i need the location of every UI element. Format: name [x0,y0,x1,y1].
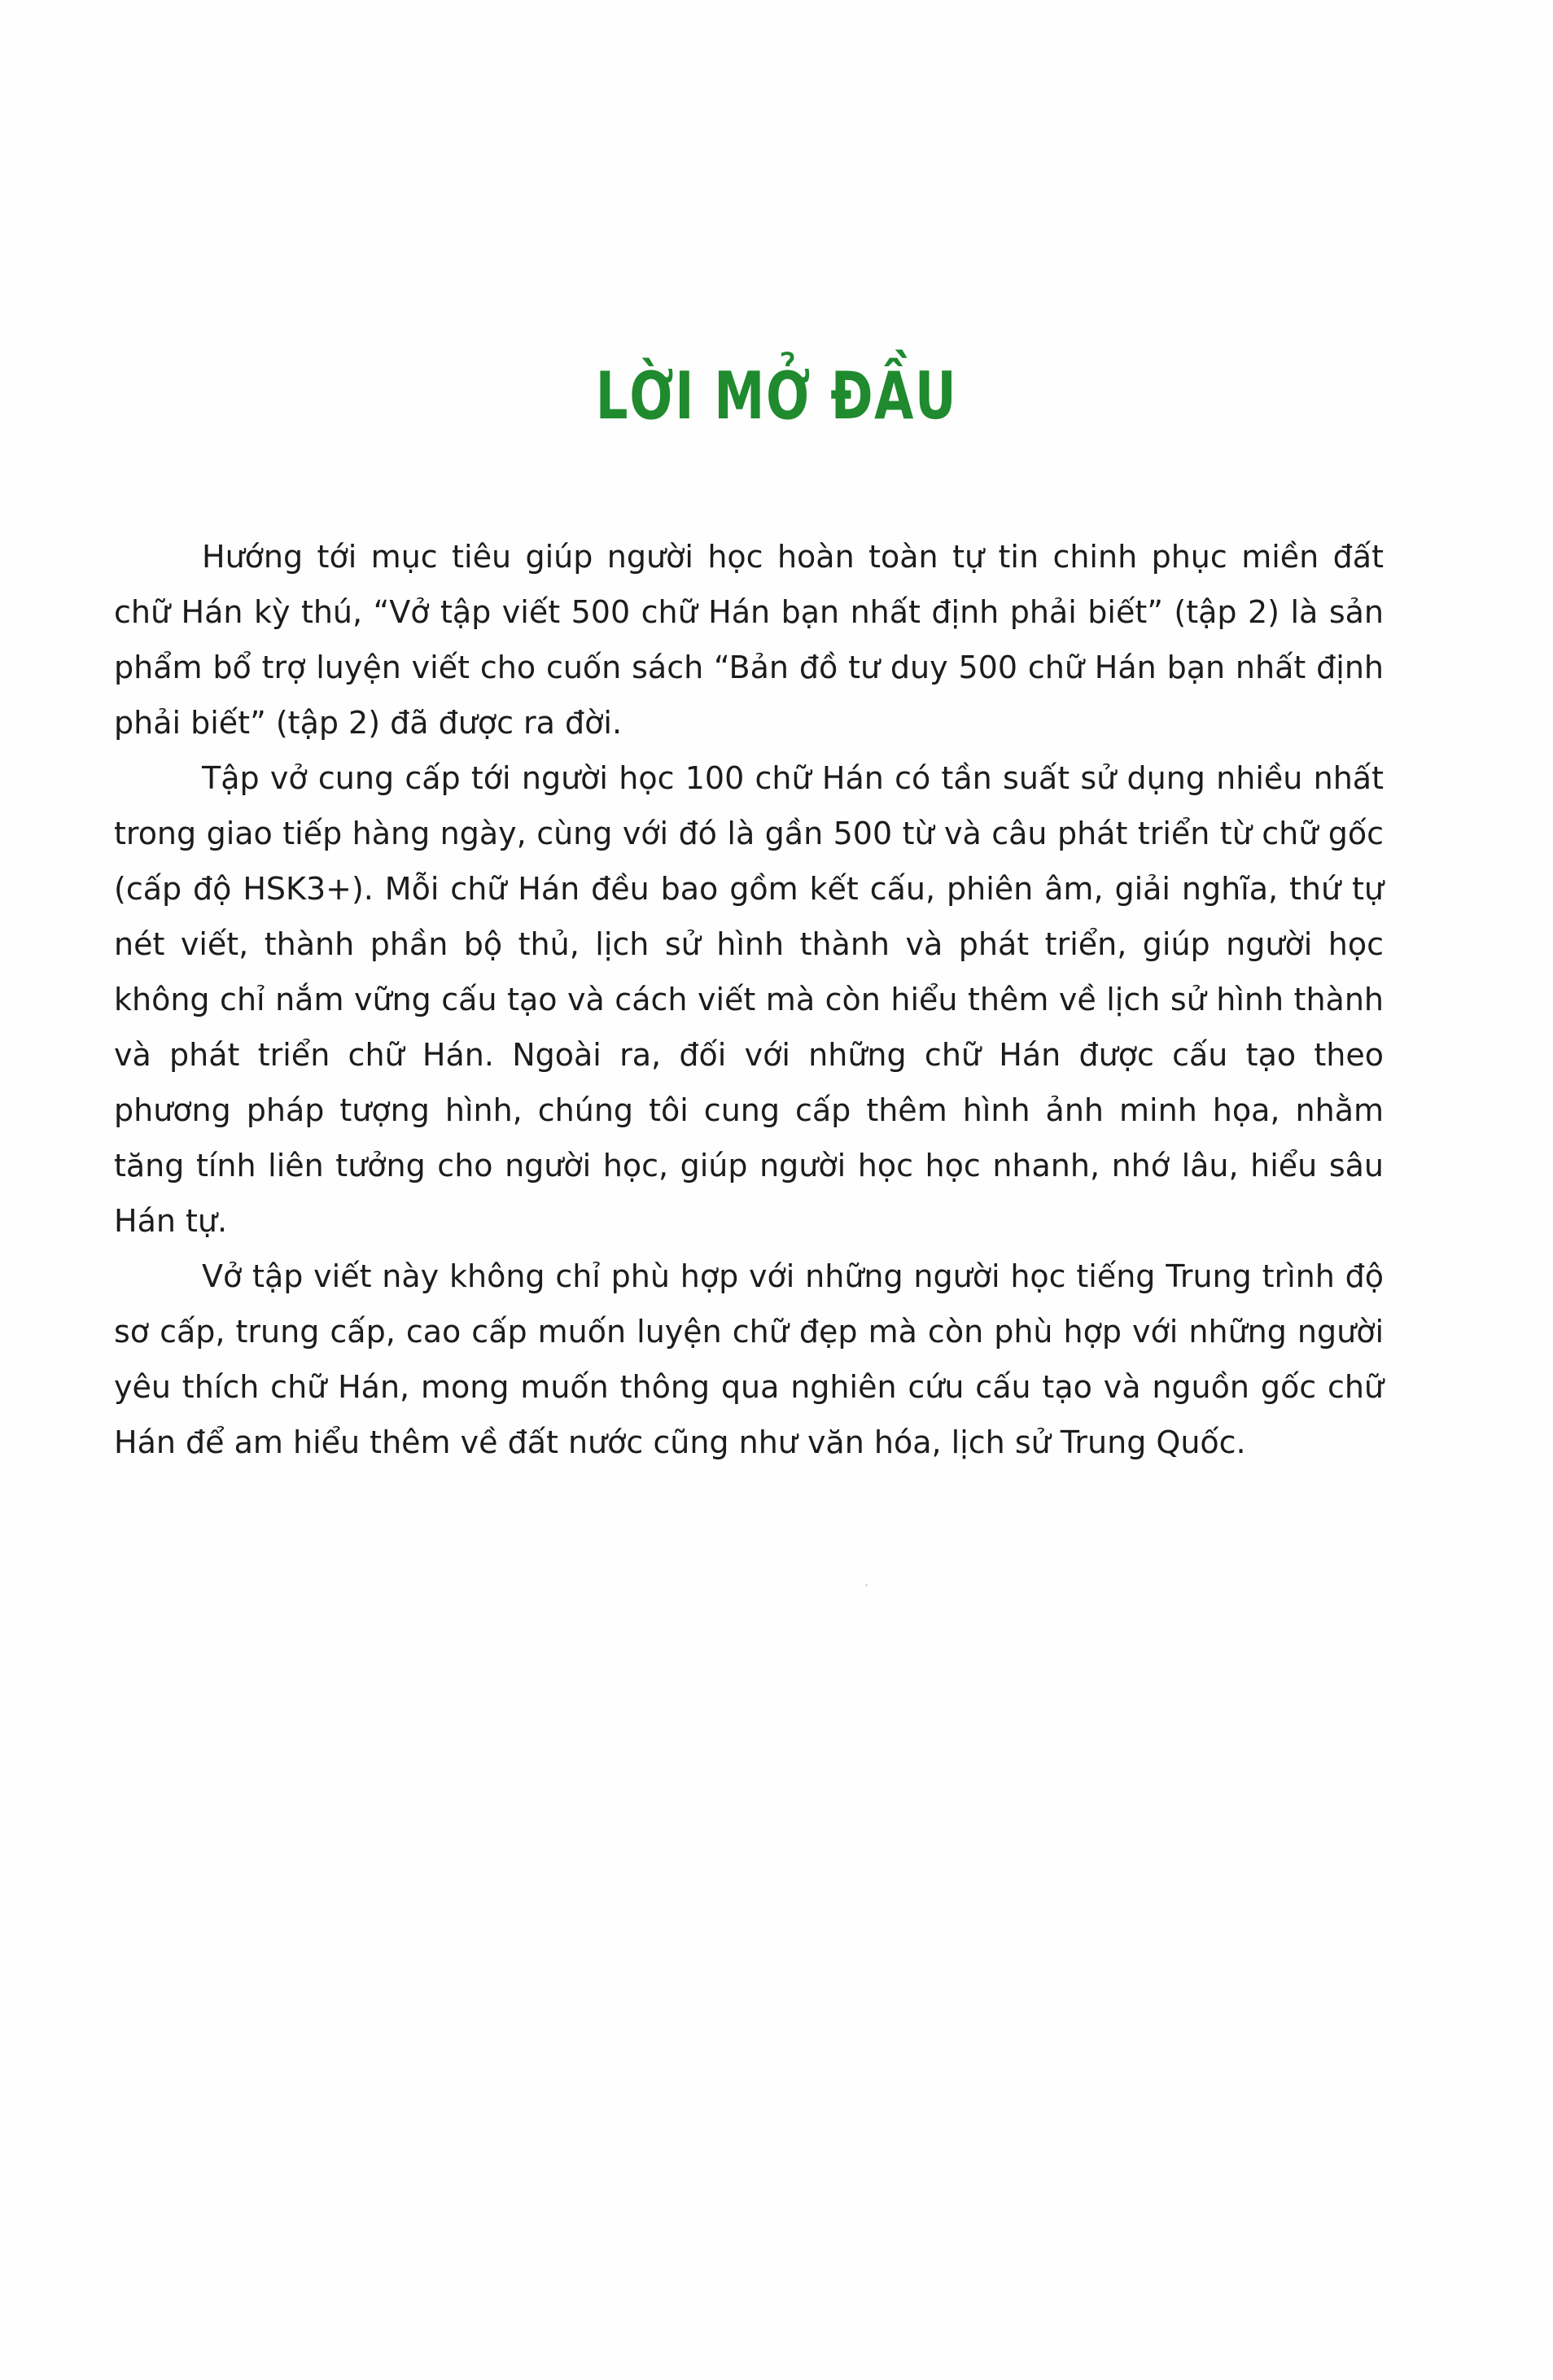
paragraph-2: Tập vở cung cấp tới người học 100 chữ Hán có tần suất sử dụng nhiều nhất trong giao tiếp hàng ngày, cùng với đó là gần 500 từ và câu phát triển từ chữ gốc (cấp độ HSK3+). Mỗi chữ Hán đều bao gồm kết cấu, phiên âm, giải nghĩa, thứ tự nét viết, thành phần bộ thủ, lịch sử hình thành và phát triển, giúp người học không chỉ nắm vững cấu tạo và cách viết mà còn hiểu thêm về lịch sử hình thành và phát triển chữ Hán. Ngoài ra, đối với những chữ Hán được cấu tạo theo phương pháp tượng hình, chúng tôi cung cấp thêm hình ảnh minh họa, nhằm tăng tính liên tưởng cho người học, giúp người học học nhanh, nhớ lâu, hiểu sâu Hán tự. [114,760,1384,1239]
preface-body [114,529,1384,1470]
paragraph-3: Vở tập viết này không chỉ phù hợp với những người học tiếng Trung trình độ sơ cấp, trung cấp, cao cấp muốn luyện chữ đẹp mà còn phù hợp với những người yêu thích chữ Hán, mong muốn thông qua nghiên cứu cấu tạo và nguồn gốc chữ Hán để am hiểu thêm về đất nước cũng như văn hóa, lịch sử Trung Quốc. [114,1258,1384,1460]
print-speck [865,1584,868,1586]
paragraph-1: Hướng tới mục tiêu giúp người học hoàn toàn tự tin chinh phục miền đất chữ Hán kỳ thú, “Vở tập viết 500 chữ Hán bạn nhất định phải biết” (tập 2) là sản phẩm bổ trợ luyện viết cho cuốn sách “Bản đồ tư duy 500 chữ Hán bạn nhất định phải biết” (tập 2) đã được ra đời. [114,539,1384,741]
page-title: LỜI MỞ ĐẦU [595,358,958,434]
